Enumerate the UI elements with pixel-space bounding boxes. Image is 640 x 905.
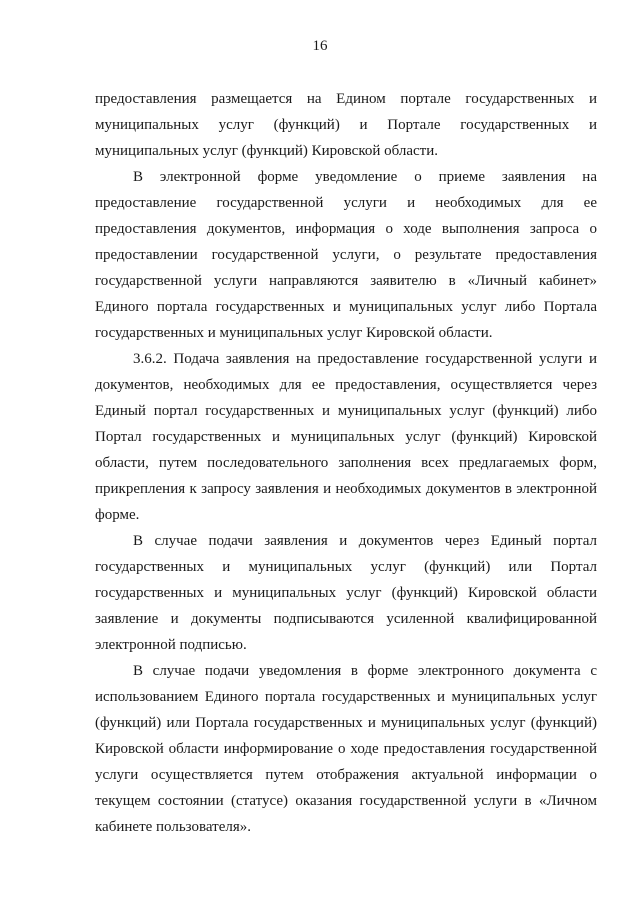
- text-line: Кировской области информирование о ходе предоставления государственной: [95, 741, 597, 757]
- document-body: [95, 90, 597, 844]
- paragraph: [95, 168, 597, 350]
- text-line: области, путем последовательного заполнения всех предлагаемых форм,: [95, 455, 597, 471]
- text-line: муниципальных услуг (функций) и Портале государственных и: [95, 117, 597, 133]
- text-line: предоставления документов, информация о ходе выполнения запроса о: [95, 221, 597, 237]
- text-line: кабинете пользователя».: [95, 819, 252, 835]
- text-line: Единого портала государственных и муниципальных услуг либо Портала: [95, 299, 597, 315]
- text-line: государственных и муниципальных услуг Кировской области.: [95, 325, 493, 341]
- text-line: прикрепления к запросу заявления и необходимых документов в электронной: [95, 481, 597, 497]
- text-line: (функций) или Портала государственных и муниципальных услуг (функций): [95, 715, 597, 731]
- text-line: текущем состоянии (статусе) оказания государственной услуги в «Личном: [95, 793, 597, 809]
- text-line: В электронной форме уведомление о приеме заявления на: [133, 169, 597, 185]
- text-line: муниципальных услуг (функций) Кировской области.: [95, 143, 439, 159]
- paragraph: [95, 662, 597, 844]
- text-line: предоставлении государственной услуги, о результате предоставления: [95, 247, 597, 263]
- text-line: Единый портал государственных и муниципальных услуг (функций) либо: [95, 403, 597, 419]
- paragraph: [95, 350, 597, 532]
- text-line: предоставления размещается на Едином портале государственных и: [95, 91, 597, 107]
- text-line: В случае подачи заявления и документов через Единый портал: [133, 533, 597, 549]
- paragraph: [95, 532, 597, 662]
- page-number: 16: [312, 38, 328, 54]
- text-line: государственных и муниципальных услуг (функций) или Портал: [95, 559, 597, 575]
- text-line: форме.: [95, 507, 140, 523]
- text-line: электронной подписью.: [95, 637, 247, 653]
- text-line: услуги осуществляется путем отображения актуальной информации о: [95, 767, 597, 783]
- paragraph: [95, 90, 597, 168]
- text-line: 3.6.2. Подача заявления на предоставление государственной услуги и: [133, 351, 597, 367]
- text-line: заявление и документы подписываются усиленной квалифицированной: [95, 611, 597, 627]
- text-line: предоставление государственной услуги и необходимых для ее: [95, 195, 597, 211]
- text-line: Портал государственных и муниципальных услуг (функций) Кировской: [95, 429, 597, 445]
- text-line: государственных и муниципальных услуг (функций) Кировской области: [95, 585, 597, 601]
- text-line: государственной услуги направляются заявителю в «Личный кабинет»: [95, 273, 597, 289]
- text-line: документов, необходимых для ее предоставления, осуществляется через: [95, 377, 597, 393]
- text-line: использованием Единого портала государственных и муниципальных услуг: [95, 689, 597, 705]
- text-line: В случае подачи уведомления в форме электронного документа с: [133, 663, 597, 679]
